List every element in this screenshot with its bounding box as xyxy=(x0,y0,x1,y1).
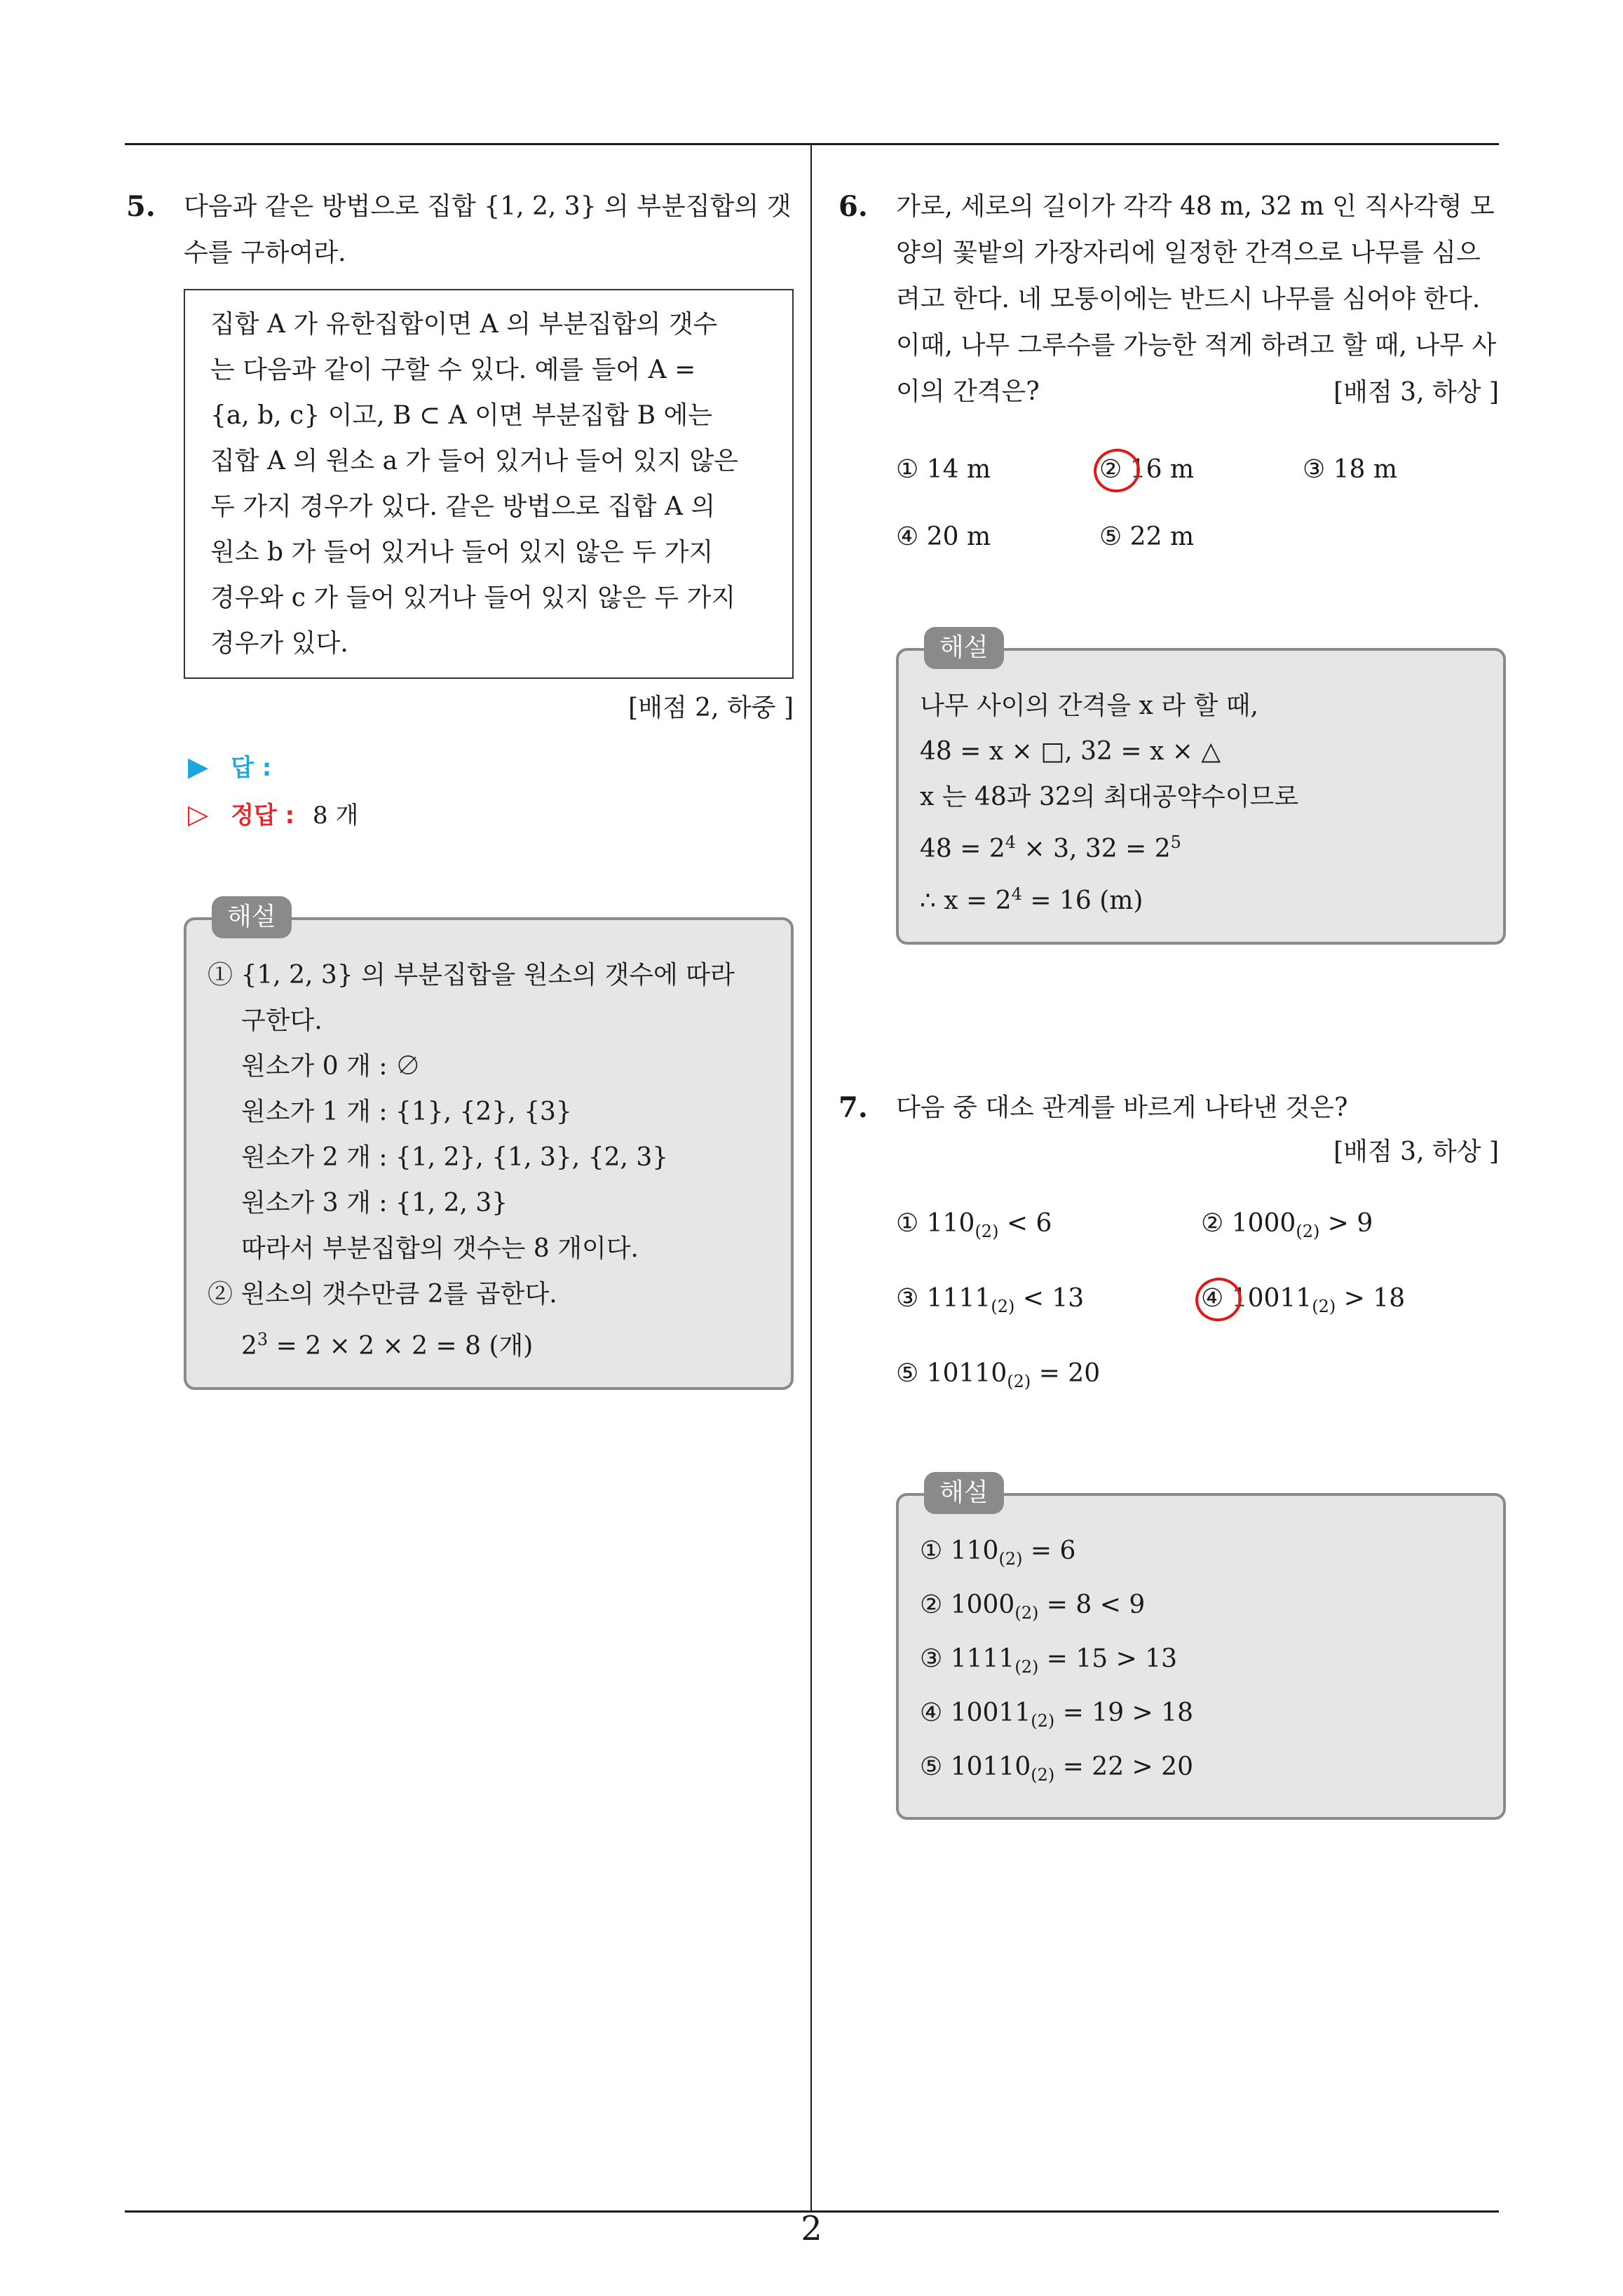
solution-box xyxy=(896,1478,1506,1820)
top-rule xyxy=(125,143,1499,145)
play-icon: ▶ xyxy=(188,751,209,782)
correct-label: 정답 : xyxy=(231,802,295,830)
score-meta: [배점 3, 하상 ] xyxy=(1333,1137,1499,1166)
left-column xyxy=(126,184,794,1390)
question-text: 다음 중 대소 관계를 바르게 나타낸 것은? xyxy=(896,1093,1348,1122)
score-meta: [배점 3, 하상 ] xyxy=(1333,378,1499,407)
box-line: 집합 A 의 원소 a 가 들어 있거나 들어 있지 않은 xyxy=(210,447,739,475)
correct-answer-row xyxy=(188,791,794,839)
answer-row xyxy=(188,743,794,791)
option-2[interactable]: ② 16 m xyxy=(1099,436,1303,504)
question-6 xyxy=(838,184,1506,415)
solution-box xyxy=(896,633,1506,945)
score-meta: [배점 2, 하중 ] xyxy=(628,694,794,722)
box-line: 원소 b 가 들어 있거나 들어 있지 않은 두 가지 xyxy=(210,538,714,567)
option-1[interactable]: ① $110_{(2)} < 6$ xyxy=(896,1209,1052,1242)
solution-line: ① $110_{(2)} = 6$ xyxy=(920,1536,1076,1569)
option-4[interactable]: ④ 20 m xyxy=(896,522,991,551)
solution-line: ② $1000_{(2)} = 8 < 9$ xyxy=(920,1590,1146,1623)
question-text: 가로, 세로의 길이가 각각 48 m, 32 m 인 직사각형 모양의 꽃밭의 가장자리에 일정한 간격으로 나무를 심으려고 한다. 네 모퉁이에는 반드시 나무를 심어야 한다. 이때, 나무 그루수를 가능한 적게 하려고 할 때, 나무 사이의 간격은? xyxy=(896,192,1497,406)
option-2[interactable]: ② $1000_{(2)} > 9$ xyxy=(1201,1209,1373,1242)
column-divider xyxy=(810,143,812,2212)
question-number: 6. xyxy=(838,190,868,223)
option-5[interactable]: ⑤ 22 m xyxy=(1099,522,1195,551)
option-5[interactable]: ⑤ $10110_{(2)} = 20$ xyxy=(896,1359,1101,1392)
solution-line: 구한다. xyxy=(241,1006,322,1035)
solution-line: ① {1, 2, 3} 의 부분집합을 원소의 갯수에 따라 xyxy=(208,961,735,990)
play-outline-icon: ▷ xyxy=(188,799,209,830)
question-number: 5. xyxy=(126,190,156,223)
correct-value: 8 개 xyxy=(313,802,359,830)
hint-box xyxy=(184,289,794,679)
solution-line: $2^3 = 2 \times 2 \times 2 = 8$ (개) xyxy=(241,1330,534,1360)
solution-tag: 해설 xyxy=(924,1472,1004,1514)
solution-line: 따라서 부분집합의 갯수는 8 개이다. xyxy=(241,1234,639,1263)
option-1[interactable]: ① 14 m xyxy=(896,455,991,484)
question-text: 다음과 같은 방법으로 집합 {1, 2, 3} 의 부분집합의 갯수를 구하여라. xyxy=(184,192,792,267)
options-q7 xyxy=(896,1190,1506,1416)
solution-line: 나무 사이의 간격을 x 라 할 때, xyxy=(920,691,1258,720)
solution-line: $48 = 2^4 \times 3$, $32 = 2^5$ xyxy=(920,832,1181,863)
question-7 xyxy=(838,1085,1506,1131)
option-4[interactable]: ④ $10011_{(2)} > 18$ xyxy=(1201,1265,1506,1340)
solution-line: 원소가 1 개 : {1}, {2}, {3} xyxy=(241,1098,572,1126)
solution-line: ② 원소의 갯수만큼 2를 곱한다. xyxy=(208,1280,557,1309)
page-number: 2 xyxy=(801,2209,822,2248)
solution-line: x 는 48과 32의 최대공약수이므로 xyxy=(920,783,1299,811)
solution-line: ⑤ $10110_{(2)} = 22 > 20$ xyxy=(920,1753,1193,1785)
option-3[interactable]: ③ $1111_{(2)} < 13$ xyxy=(896,1284,1085,1317)
solution-line: 48 = x × □, 32 = x × △ xyxy=(920,737,1221,766)
solution-line: ④ $10011_{(2)} = 19 > 18$ xyxy=(920,1699,1193,1731)
option-3[interactable]: ③ 18 m xyxy=(1302,455,1398,484)
box-line: 는 다음과 같이 구할 수 있다. 예를 들어 A = xyxy=(210,356,696,384)
right-column xyxy=(838,184,1506,1820)
solution-line: 원소가 3 개 : {1, 2, 3} xyxy=(241,1189,508,1217)
box-line: 경우와 c 가 들어 있거나 들어 있지 않은 두 가지 xyxy=(210,583,736,612)
solution-tag: 해설 xyxy=(924,627,1004,669)
question-5 xyxy=(126,184,794,276)
solution-line: 원소가 0 개 : ∅ xyxy=(241,1052,421,1081)
answer-label: 답 : xyxy=(231,754,272,782)
box-line: 경우가 있다. xyxy=(210,629,348,658)
solution-line: 원소가 2 개 : {1, 2}, {1, 3}, {2, 3} xyxy=(241,1143,669,1172)
solution-line: ③ $1111_{(2)} = 15 > 13$ xyxy=(920,1644,1178,1677)
box-line: {a, b, c} 이고, B ⊂ A 이면 부분집합 B 에는 xyxy=(210,401,713,430)
solution-box xyxy=(184,903,794,1390)
options-q6 xyxy=(896,436,1506,571)
box-line: 두 가지 경우가 있다. 같은 방법으로 집합 A 의 xyxy=(210,492,716,521)
solution-tag: 해설 xyxy=(212,896,292,938)
box-line: 집합 A 가 유한집합이면 A 의 부분집합의 갯수 xyxy=(210,310,718,339)
question-number: 7. xyxy=(838,1091,868,1124)
solution-line: ∴ $x = 2^4 = 16$ (m) xyxy=(920,884,1143,915)
